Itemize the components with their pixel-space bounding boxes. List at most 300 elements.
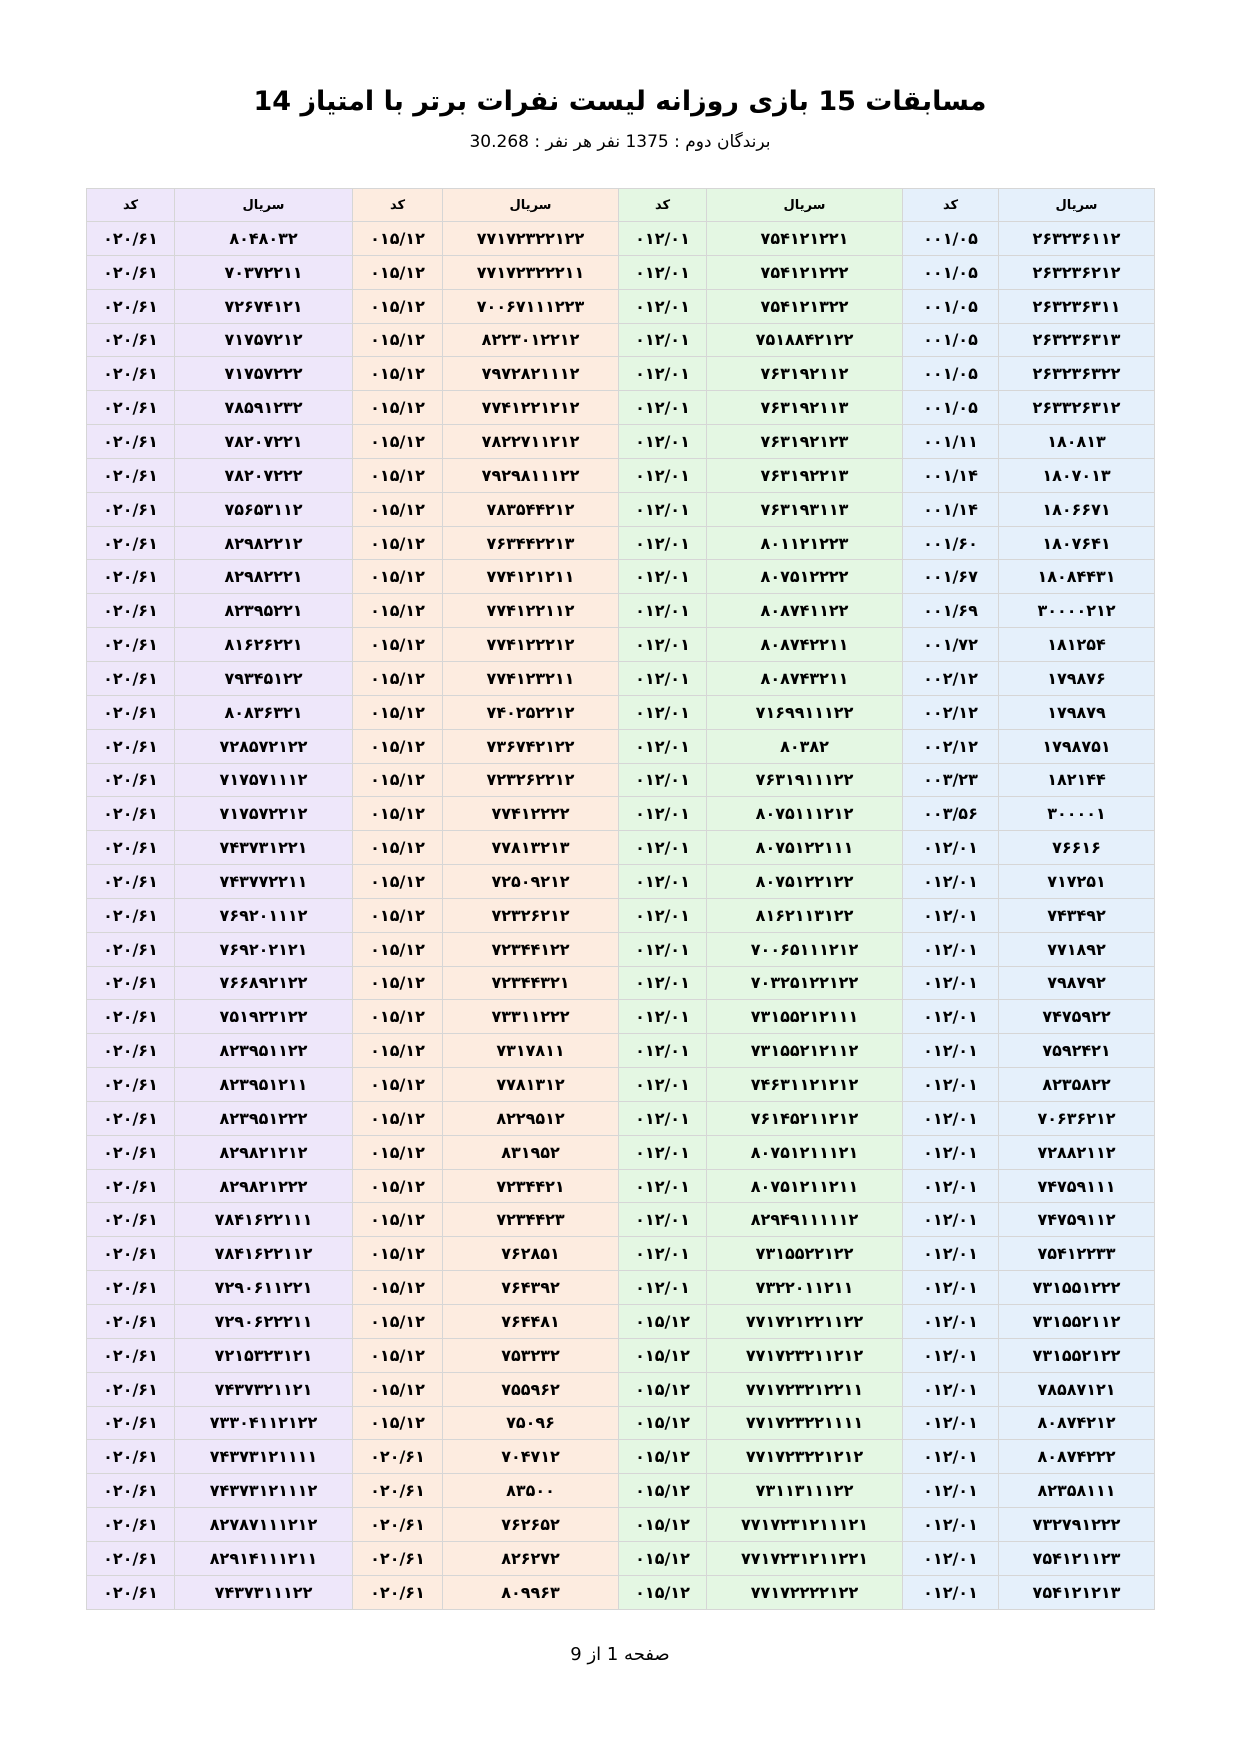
code-cell: ۰۱۵/۱۲: [353, 1101, 443, 1135]
serial-cell: ۸۰۷۵۱۱۱۲۱۲: [707, 797, 903, 831]
code-cell: ۰۰۱/۰۵: [903, 255, 999, 289]
serial-cell: ۷۸۵۹۱۲۳۲: [175, 391, 353, 425]
table-row: [87, 1406, 1155, 1440]
table-row: [87, 763, 1155, 797]
code-cell: ۰۲۰/۶۱: [87, 289, 175, 323]
serial-cell: ۷۵۴۱۲۲۳۳: [999, 1237, 1155, 1271]
code-cell: ۰۲۰/۶۱: [87, 865, 175, 899]
code-cell: ۰۰۱/۰۵: [903, 289, 999, 323]
serial-cell: ۸۲۳۹۵۱۲۱۱: [175, 1068, 353, 1102]
table-row: [87, 1135, 1155, 1169]
serial-cell: ۷۲۸۸۲۱۱۲: [999, 1135, 1155, 1169]
serial-cell: ۷۴۳۷۳۱۲۱۱۱۱: [175, 1440, 353, 1474]
code-cell: ۰۱۲/۰۱: [619, 255, 707, 289]
code-cell: ۰۱۲/۰۱: [903, 1372, 999, 1406]
code-cell: ۰۲۰/۶۱: [87, 1101, 175, 1135]
code-cell: ۰۱۲/۰۱: [619, 661, 707, 695]
serial-cell: ۷۴۳۷۳۱۲۲۱: [175, 831, 353, 865]
code-cell: ۰۲۰/۶۱: [87, 763, 175, 797]
serial-cell: ۷۷۱۸۹۲: [999, 932, 1155, 966]
code-cell: ۰۲۰/۶۱: [87, 492, 175, 526]
serial-cell: ۸۰۸۷۴۱۱۲۲: [707, 594, 903, 628]
table-row: [87, 932, 1155, 966]
serial-cell: ۷۴۷۵۹۱۱۲: [999, 1203, 1155, 1237]
code-cell: ۰۱۵/۱۲: [353, 661, 443, 695]
code-cell: ۰۲۰/۶۱: [87, 1000, 175, 1034]
code-cell: ۰۲۰/۶۱: [87, 425, 175, 459]
serial-cell: ۱۸۰۷۰۱۳: [999, 458, 1155, 492]
code-cell: ۰۱۲/۰۱: [619, 628, 707, 662]
code-cell: ۰۱۵/۱۲: [353, 425, 443, 459]
code-cell: ۰۲۰/۶۱: [87, 255, 175, 289]
table-row: [87, 1203, 1155, 1237]
serial-cell: ۷۳۱۵۵۱۲۲۲: [999, 1271, 1155, 1305]
serial-cell: ۸۲۳۵۸۱۱۱: [999, 1474, 1155, 1508]
code-cell: ۰۰۱/۱۴: [903, 458, 999, 492]
code-cell: ۰۱۵/۱۲: [353, 1305, 443, 1339]
code-cell: ۰۱۲/۰۱: [903, 1135, 999, 1169]
serial-cell: ۸۰۸۷۴۲۱۲: [999, 1406, 1155, 1440]
code-cell: ۰۱۲/۰۱: [903, 966, 999, 1000]
serial-cell: ۷۷۸۱۳۲۱۳: [443, 831, 619, 865]
serial-cell: ۷۳۱۵۵۲۱۲۱۱۱: [707, 1000, 903, 1034]
code-cell: ۰۱۲/۰۱: [619, 1135, 707, 1169]
serial-cell: ۸۰۷۵۱۲۱۱۲۱۱: [707, 1169, 903, 1203]
serial-cell: ۷۴۳۷۷۲۲۱۱: [175, 865, 353, 899]
serial-cell: ۷۵۴۱۲۱۲۱۳: [999, 1575, 1155, 1609]
code-cell: ۰۱۲/۰۱: [619, 729, 707, 763]
serial-cell: ۷۶۴۴۸۱: [443, 1305, 619, 1339]
serial-cell: ۷۶۹۲۰۱۱۱۲: [175, 898, 353, 932]
serial-cell: ۱۷۹۸۷۵۱: [999, 729, 1155, 763]
serial-cell: ۷۴۳۴۹۲: [999, 898, 1155, 932]
code-cell: ۰۲۰/۶۱: [87, 1237, 175, 1271]
table-row: [87, 865, 1155, 899]
serial-cell: ۲۶۳۳۲۶۳۱۲: [999, 391, 1155, 425]
code-cell: ۰۱۲/۰۱: [619, 560, 707, 594]
serial-cell: ۷۷۴۱۲۲۲۲: [443, 797, 619, 831]
code-cell: ۰۲۰/۶۱: [87, 526, 175, 560]
table-row: [87, 594, 1155, 628]
serial-cell: ۷۵۱۸۸۴۲۱۲۲: [707, 323, 903, 357]
serial-cell: ۸۰۱۱۲۱۲۲۳: [707, 526, 903, 560]
serial-cell: ۷۲۳۴۴۲۱: [443, 1169, 619, 1203]
table-row: [87, 560, 1155, 594]
code-cell: ۰۱۲/۰۱: [619, 1000, 707, 1034]
table-row: [87, 526, 1155, 560]
column-header-serial: سریال: [175, 189, 353, 222]
serial-cell: ۲۶۳۲۳۶۱۱۲: [999, 222, 1155, 256]
code-cell: ۰۱۲/۰۱: [619, 695, 707, 729]
serial-cell: ۷۹۷۲۸۲۱۱۱۲: [443, 357, 619, 391]
results-table: [86, 188, 1155, 1610]
code-cell: ۰۱۵/۱۲: [619, 1541, 707, 1575]
code-cell: ۰۱۲/۰۱: [619, 865, 707, 899]
serial-cell: ۸۲۷۸۷۱۱۱۲۱۲: [175, 1508, 353, 1542]
serial-cell: ۷۶۳۱۹۲۱۱۲: [707, 357, 903, 391]
code-cell: ۰۲۰/۶۱: [87, 729, 175, 763]
table-row: [87, 1575, 1155, 1609]
code-cell: ۰۲۰/۶۱: [87, 1305, 175, 1339]
code-cell: ۰۱۵/۱۲: [353, 357, 443, 391]
serial-cell: ۷۷۱۷۲۳۲۲۱۲۲: [443, 222, 619, 256]
code-cell: ۰۱۵/۱۲: [353, 1000, 443, 1034]
table-row: [87, 1034, 1155, 1068]
serial-cell: ۷۱۷۵۷۱۱۱۲: [175, 763, 353, 797]
code-cell: ۰۲۰/۶۱: [87, 391, 175, 425]
serial-cell: ۷۲۹۰۶۱۱۲۲۱: [175, 1271, 353, 1305]
code-cell: ۰۱۲/۰۱: [903, 1575, 999, 1609]
serial-cell: ۷۰۳۷۲۲۱۱: [175, 255, 353, 289]
results-table-wrapper: [86, 188, 1154, 1610]
code-cell: ۰۱۲/۰۱: [619, 594, 707, 628]
column-header-code: کد: [87, 189, 175, 222]
code-cell: ۰۲۰/۶۱: [87, 1406, 175, 1440]
code-cell: ۰۱۵/۱۲: [353, 492, 443, 526]
code-cell: ۰۱۲/۰۱: [619, 898, 707, 932]
table-row: [87, 1372, 1155, 1406]
code-cell: ۰۱۲/۰۱: [619, 1237, 707, 1271]
serial-cell: ۳۰۰۰۰۲۱۲: [999, 594, 1155, 628]
serial-cell: ۷۷۴۱۲۲۱۱۲: [443, 594, 619, 628]
code-cell: ۰۰۲/۱۲: [903, 729, 999, 763]
code-cell: ۰۰۲/۱۲: [903, 661, 999, 695]
code-cell: ۰۱۲/۰۱: [619, 831, 707, 865]
table-row: [87, 1305, 1155, 1339]
serial-cell: ۸۰۸۳۶۳۲۱: [175, 695, 353, 729]
code-cell: ۰۱۵/۱۲: [353, 1338, 443, 1372]
code-cell: ۰۱۵/۱۲: [353, 458, 443, 492]
serial-cell: ۷۵۴۱۲۱۱۲۳: [999, 1541, 1155, 1575]
table-row: [87, 729, 1155, 763]
code-cell: ۰۱۵/۱۲: [353, 628, 443, 662]
table-row: [87, 831, 1155, 865]
table-row: [87, 1169, 1155, 1203]
serial-cell: ۸۰۷۵۱۲۱۱۱۲۱: [707, 1135, 903, 1169]
code-cell: ۰۲۰/۶۱: [87, 1575, 175, 1609]
serial-cell: ۷۶۶۱۶: [999, 831, 1155, 865]
code-cell: ۰۱۲/۰۱: [903, 1068, 999, 1102]
code-cell: ۰۱۵/۱۲: [619, 1305, 707, 1339]
code-cell: ۰۲۰/۶۱: [87, 1034, 175, 1068]
code-cell: ۰۱۲/۰۱: [619, 425, 707, 459]
code-cell: ۰۰۱/۱۴: [903, 492, 999, 526]
code-cell: ۰۲۰/۶۱: [87, 1135, 175, 1169]
code-cell: ۰۲۰/۶۱: [87, 797, 175, 831]
code-cell: ۰۲۰/۶۱: [353, 1440, 443, 1474]
code-cell: ۰۱۲/۰۱: [903, 932, 999, 966]
code-cell: ۰۲۰/۶۱: [87, 1271, 175, 1305]
serial-cell: ۷۳۳۱۱۲۲۲: [443, 1000, 619, 1034]
serial-cell: ۷۳۱۵۵۲۱۲۱۱۲: [707, 1034, 903, 1068]
code-cell: ۰۱۵/۱۲: [353, 729, 443, 763]
serial-cell: ۷۲۸۵۷۲۱۲۲: [175, 729, 353, 763]
table-row: [87, 425, 1155, 459]
serial-cell: ۸۰۴۸۰۳۲: [175, 222, 353, 256]
serial-cell: ۷۴۳۷۳۲۱۱۲۱: [175, 1372, 353, 1406]
code-cell: ۰۰۱/۰۵: [903, 323, 999, 357]
table-row: [87, 357, 1155, 391]
serial-cell: ۷۲۵۰۹۲۱۲: [443, 865, 619, 899]
code-cell: ۰۱۵/۱۲: [353, 255, 443, 289]
code-cell: ۰۲۰/۶۱: [353, 1575, 443, 1609]
serial-cell: ۷۱۷۵۷۲۲۲: [175, 357, 353, 391]
serial-cell: ۱۸۰۸۴۴۳۱: [999, 560, 1155, 594]
code-cell: ۰۱۵/۱۲: [353, 1406, 443, 1440]
code-cell: ۰۰۱/۱۱: [903, 425, 999, 459]
serial-cell: ۷۴۶۳۱۱۲۱۲۱۲: [707, 1068, 903, 1102]
serial-cell: ۸۲۳۵۸۲۲: [999, 1068, 1155, 1102]
code-cell: ۰۰۱/۶۷: [903, 560, 999, 594]
code-cell: ۰۲۰/۶۱: [87, 661, 175, 695]
serial-cell: ۸۰۷۵۱۲۲۲۲: [707, 560, 903, 594]
code-cell: ۰۱۲/۰۱: [903, 1338, 999, 1372]
serial-cell: ۸۰۹۹۶۳: [443, 1575, 619, 1609]
code-cell: ۰۱۵/۱۲: [353, 323, 443, 357]
serial-cell: ۷۶۹۲۰۲۱۲۱: [175, 932, 353, 966]
code-cell: ۰۱۲/۰۱: [903, 1406, 999, 1440]
serial-cell: ۷۵۹۲۴۲۱: [999, 1034, 1155, 1068]
serial-cell: ۷۶۳۱۹۱۱۱۲۲: [707, 763, 903, 797]
serial-cell: ۱۷۹۸۷۶: [999, 661, 1155, 695]
serial-cell: ۷۷۱۷۲۳۲۱۲۲۱۱: [707, 1372, 903, 1406]
serial-cell: ۷۸۲۲۷۱۱۲۱۲: [443, 425, 619, 459]
serial-cell: ۷۷۴۱۲۲۱۲۱۲: [443, 391, 619, 425]
code-cell: ۰۰۱/۰۵: [903, 222, 999, 256]
table-row: [87, 1338, 1155, 1372]
serial-cell: ۸۰۳۸۲: [707, 729, 903, 763]
code-cell: ۰۱۵/۱۲: [619, 1338, 707, 1372]
code-cell: ۰۱۲/۰۱: [619, 458, 707, 492]
code-cell: ۰۱۵/۱۲: [353, 1372, 443, 1406]
serial-cell: ۸۰۸۷۴۳۲۱۱: [707, 661, 903, 695]
serial-cell: ۱۷۹۸۷۹: [999, 695, 1155, 729]
serial-cell: ۷۱۷۲۵۱: [999, 865, 1155, 899]
serial-cell: ۷۹۲۹۸۱۱۱۲۲: [443, 458, 619, 492]
code-cell: ۰۲۰/۶۱: [87, 1508, 175, 1542]
code-cell: ۰۱۲/۰۱: [619, 357, 707, 391]
code-cell: ۰۱۲/۰۱: [619, 323, 707, 357]
serial-cell: ۷۴۳۷۳۱۲۱۱۱۲: [175, 1474, 353, 1508]
code-cell: ۰۱۲/۰۱: [619, 1271, 707, 1305]
code-cell: ۰۱۲/۰۱: [903, 898, 999, 932]
serial-cell: ۷۰۰۶۷۱۱۱۲۲۳: [443, 289, 619, 323]
table-row: [87, 1541, 1155, 1575]
serial-cell: ۷۸۴۱۶۲۲۱۱۲: [175, 1237, 353, 1271]
code-cell: ۰۱۲/۰۱: [619, 222, 707, 256]
serial-cell: ۷۱۶۹۹۱۱۱۲۲: [707, 695, 903, 729]
serial-cell: ۷۶۲۸۵۱: [443, 1237, 619, 1271]
code-cell: ۰۰۱/۷۲: [903, 628, 999, 662]
serial-cell: ۷۷۱۷۲۳۲۲۲۱۱: [443, 255, 619, 289]
serial-cell: ۷۶۳۴۴۲۲۱۳: [443, 526, 619, 560]
code-cell: ۰۱۲/۰۱: [619, 289, 707, 323]
serial-cell: ۳۰۰۰۰۱: [999, 797, 1155, 831]
serial-cell: ۷۷۱۷۲۱۲۲۱۱۲۲: [707, 1305, 903, 1339]
code-cell: ۰۲۰/۶۱: [87, 1541, 175, 1575]
code-cell: ۰۲۰/۶۱: [353, 1541, 443, 1575]
code-cell: ۰۱۵/۱۲: [353, 763, 443, 797]
serial-cell: ۸۱۶۲۱۱۳۱۲۲: [707, 898, 903, 932]
serial-cell: ۲۶۳۲۳۶۲۱۲: [999, 255, 1155, 289]
table-row: [87, 492, 1155, 526]
serial-cell: ۷۲۳۴۴۳۲۱: [443, 966, 619, 1000]
code-cell: ۰۰۱/۶۰: [903, 526, 999, 560]
serial-cell: ۷۶۳۱۹۲۲۱۳: [707, 458, 903, 492]
code-cell: ۰۱۵/۱۲: [353, 695, 443, 729]
code-cell: ۰۲۰/۶۱: [87, 1372, 175, 1406]
table-row: [87, 1508, 1155, 1542]
table-row: [87, 1000, 1155, 1034]
serial-cell: ۷۹۸۷۹۲: [999, 966, 1155, 1000]
code-cell: ۰۱۵/۱۲: [353, 1169, 443, 1203]
table-row: [87, 458, 1155, 492]
code-cell: ۰۱۲/۰۱: [903, 1203, 999, 1237]
code-cell: ۰۱۲/۰۱: [903, 1508, 999, 1542]
code-cell: ۰۱۵/۱۲: [353, 932, 443, 966]
code-cell: ۰۲۰/۶۱: [353, 1474, 443, 1508]
serial-cell: ۷۷۱۷۲۲۲۲۱۲۲: [707, 1575, 903, 1609]
code-cell: ۰۰۳/۲۳: [903, 763, 999, 797]
serial-cell: ۸۲۳۹۵۲۲۱: [175, 594, 353, 628]
serial-cell: ۷۲۱۵۳۲۳۱۲۱: [175, 1338, 353, 1372]
code-cell: ۰۱۲/۰۱: [619, 797, 707, 831]
serial-cell: ۷۰۰۶۵۱۱۱۲۱۲: [707, 932, 903, 966]
serial-cell: ۸۲۹۴۹۱۱۱۱۱۲: [707, 1203, 903, 1237]
code-cell: ۰۱۵/۱۲: [353, 1068, 443, 1102]
serial-cell: ۷۹۳۴۵۱۲۲: [175, 661, 353, 695]
code-cell: ۰۱۵/۱۲: [353, 594, 443, 628]
code-cell: ۰۱۲/۰۱: [619, 1034, 707, 1068]
serial-cell: ۷۳۱۱۳۱۱۱۲۲: [707, 1474, 903, 1508]
code-cell: ۰۰۱/۰۵: [903, 391, 999, 425]
code-cell: ۰۱۵/۱۲: [353, 1203, 443, 1237]
page-subtitle: برندگان دوم : 1375 نفر هر نفر : 30.268: [469, 132, 771, 152]
code-cell: ۰۲۰/۶۱: [87, 594, 175, 628]
table-row: [87, 222, 1155, 256]
code-cell: ۰۲۰/۶۱: [87, 1169, 175, 1203]
code-cell: ۰۰۱/۰۵: [903, 357, 999, 391]
serial-cell: ۷۸۳۵۴۴۲۱۲: [443, 492, 619, 526]
serial-cell: ۷۸۲۰۷۲۲۲: [175, 458, 353, 492]
serial-cell: ۷۶۲۶۵۲: [443, 1508, 619, 1542]
table-row: [87, 797, 1155, 831]
code-cell: ۰۱۲/۰۱: [903, 1101, 999, 1135]
serial-cell: ۸۲۲۹۵۱۲: [443, 1101, 619, 1135]
column-header-serial: سریال: [707, 189, 903, 222]
column-header-code: کد: [353, 189, 443, 222]
code-cell: ۰۱۵/۱۲: [353, 391, 443, 425]
table-row: [87, 391, 1155, 425]
table-row: [87, 255, 1155, 289]
serial-cell: ۷۳۳۰۴۱۱۲۱۲۲: [175, 1406, 353, 1440]
serial-cell: ۷۱۷۵۷۲۲۱۲: [175, 797, 353, 831]
table-row: [87, 898, 1155, 932]
code-cell: ۰۱۵/۱۲: [353, 289, 443, 323]
code-cell: ۰۱۲/۰۱: [619, 932, 707, 966]
serial-cell: ۷۳۲۲۰۱۱۲۱۱: [707, 1271, 903, 1305]
code-cell: ۰۲۰/۶۱: [87, 323, 175, 357]
column-header-serial: سریال: [443, 189, 619, 222]
code-cell: ۰۰۳/۵۶: [903, 797, 999, 831]
code-cell: ۰۱۲/۰۱: [619, 1203, 707, 1237]
serial-cell: ۷۶۶۸۹۲۱۲۲: [175, 966, 353, 1000]
serial-cell: ۷۷۱۷۲۳۲۱۱۲۱۲: [707, 1338, 903, 1372]
serial-cell: ۱۸۱۲۵۴: [999, 628, 1155, 662]
code-cell: ۰۱۲/۰۱: [903, 1034, 999, 1068]
table-row: [87, 628, 1155, 662]
serial-cell: ۷۵۴۱۲۱۲۲۱: [707, 222, 903, 256]
serial-cell: ۷۵۱۹۲۲۱۲۲: [175, 1000, 353, 1034]
code-cell: ۰۲۰/۶۱: [87, 695, 175, 729]
code-cell: ۰۱۲/۰۱: [903, 1169, 999, 1203]
code-cell: ۰۲۰/۶۱: [87, 357, 175, 391]
table-row: [87, 1068, 1155, 1102]
column-header-code: کد: [903, 189, 999, 222]
code-cell: ۰۱۲/۰۱: [619, 966, 707, 1000]
column-header-serial: سریال: [999, 189, 1155, 222]
code-cell: ۰۱۵/۱۲: [353, 865, 443, 899]
code-cell: ۰۱۲/۰۱: [619, 1101, 707, 1135]
serial-cell: ۸۲۲۳۰۱۲۲۱۲: [443, 323, 619, 357]
serial-cell: ۷۷۱۷۲۳۱۲۱۱۱۲۱: [707, 1508, 903, 1542]
page-title: مسابقات 15 بازی روزانه لیست نفرات برتر با امتیاز 14: [253, 86, 987, 117]
serial-cell: ۷۲۳۲۶۲۲۱۲: [443, 763, 619, 797]
serial-cell: ۸۲۶۲۷۲: [443, 1541, 619, 1575]
table-row: [87, 1474, 1155, 1508]
serial-cell: ۷۶۳۱۹۲۱۲۳: [707, 425, 903, 459]
code-cell: ۰۱۵/۱۲: [353, 797, 443, 831]
code-cell: ۰۱۵/۱۲: [353, 1271, 443, 1305]
code-cell: ۰۱۵/۱۲: [353, 966, 443, 1000]
serial-cell: ۷۷۴۱۲۱۲۱۱: [443, 560, 619, 594]
code-cell: ۰۱۲/۰۱: [903, 831, 999, 865]
code-cell: ۰۲۰/۶۱: [87, 1474, 175, 1508]
code-cell: ۰۲۰/۶۱: [87, 1440, 175, 1474]
serial-cell: ۷۴۷۵۹۱۱۱: [999, 1169, 1155, 1203]
serial-cell: ۸۱۶۲۶۲۲۱: [175, 628, 353, 662]
serial-cell: ۷۵۴۱۲۱۲۲۲: [707, 255, 903, 289]
serial-cell: ۷۰۳۲۵۱۲۲۱۲۲: [707, 966, 903, 1000]
serial-cell: ۷۲۹۰۶۲۲۲۱۱: [175, 1305, 353, 1339]
serial-cell: ۷۳۱۵۵۲۱۲۲: [999, 1338, 1155, 1372]
code-cell: ۰۲۰/۶۱: [87, 932, 175, 966]
code-cell: ۰۱۵/۱۲: [353, 526, 443, 560]
serial-cell: ۷۰۶۳۶۲۱۲: [999, 1101, 1155, 1135]
table-row: [87, 323, 1155, 357]
code-cell: ۰۱۵/۱۲: [353, 222, 443, 256]
code-cell: ۰۱۲/۰۱: [903, 1541, 999, 1575]
serial-cell: ۷۵۵۹۶۲: [443, 1372, 619, 1406]
serial-cell: ۷۳۱۵۵۲۲۱۲۲: [707, 1237, 903, 1271]
serial-cell: ۸۳۱۹۵۲: [443, 1135, 619, 1169]
table-row: [87, 661, 1155, 695]
serial-cell: ۷۶۳۱۹۲۱۱۳: [707, 391, 903, 425]
serial-cell: ۷۳۶۷۴۲۱۲۲: [443, 729, 619, 763]
serial-cell: ۷۷۱۷۲۳۲۲۱۲۱۲: [707, 1440, 903, 1474]
code-cell: ۰۰۱/۶۹: [903, 594, 999, 628]
code-cell: ۰۱۵/۱۲: [353, 831, 443, 865]
serial-cell: ۲۶۳۲۳۶۳۱۳: [999, 323, 1155, 357]
table-row: [87, 1237, 1155, 1271]
code-cell: ۰۱۲/۰۱: [619, 492, 707, 526]
serial-cell: ۷۶۱۴۵۲۱۱۲۱۲: [707, 1101, 903, 1135]
code-cell: ۰۱۵/۱۲: [353, 1237, 443, 1271]
code-cell: ۰۱۲/۰۱: [903, 1474, 999, 1508]
code-cell: ۰۱۲/۰۱: [619, 1169, 707, 1203]
code-cell: ۰۱۵/۱۲: [619, 1406, 707, 1440]
serial-cell: ۸۲۹۸۲۱۲۲۲: [175, 1169, 353, 1203]
